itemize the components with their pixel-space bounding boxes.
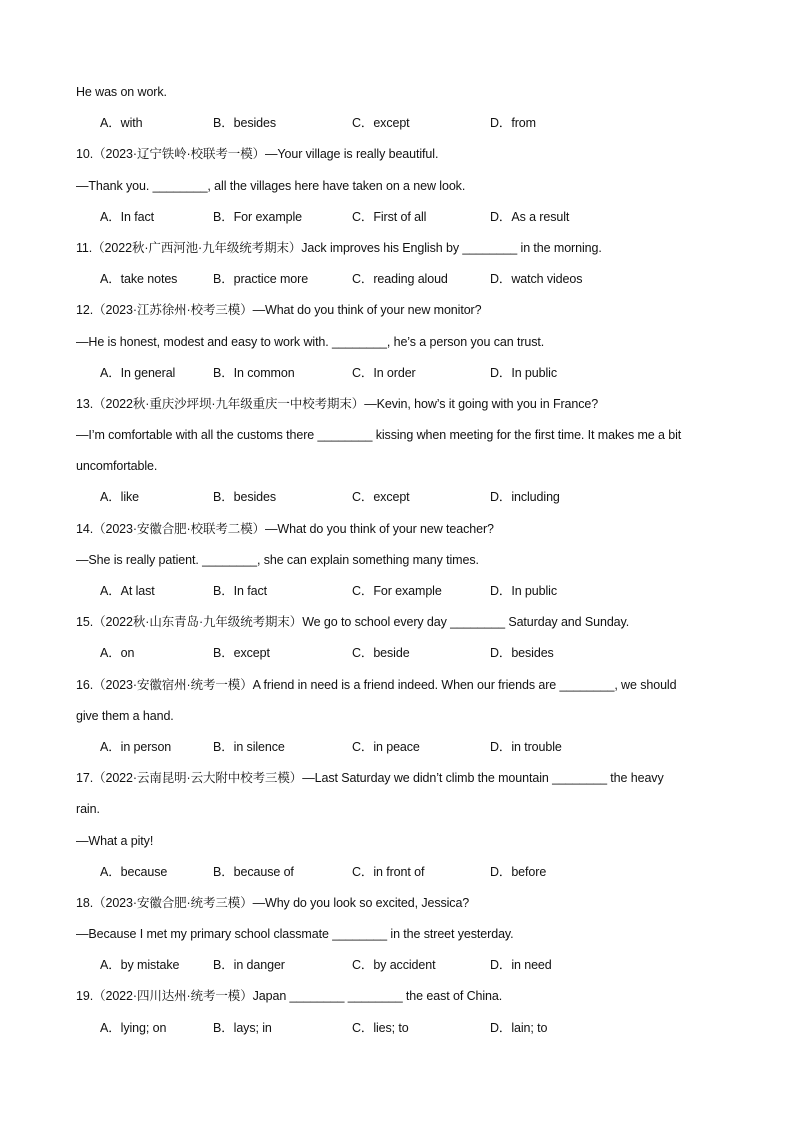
option-b: B．In common: [213, 365, 295, 380]
option-a: A．At last: [100, 584, 155, 598]
question-text: give them a hand.: [76, 708, 174, 723]
option-a: A．with: [100, 116, 143, 131]
question-16: 16.（2023·安徽宿州·统考一模）A friend in need is a friend indeed. When our friends are ________, we should: [76, 677, 677, 692]
option-a: A．like: [100, 490, 139, 505]
question-15: 15.（2022秋·山东青岛·九年级统考期末）We go to school every day ________ Saturday and Sunday.: [76, 615, 630, 630]
question-14: 14.（2023·安徽合肥·校联考二模）—What do you think of your new teacher?: [76, 521, 494, 536]
option-c: C．First of all: [352, 209, 427, 224]
option-c: C．by accident: [352, 958, 436, 973]
answer-options: [76, 269, 736, 300]
answer-options: [76, 487, 736, 518]
option-c: C．For example: [352, 584, 442, 598]
question-11: 11.（2022秋·广西河池·九年级统考期末）Jack improves his English by ________ in the morning.: [76, 240, 602, 255]
answer-options: [76, 207, 736, 238]
option-c: C．In order: [352, 365, 416, 380]
question-17: 17.（2022·云南昆明·云大附中校考三模）—Last Saturday we didn’t climb the mountain ________ the heavy: [76, 771, 664, 786]
question-text: uncomfortable.: [76, 459, 158, 474]
option-c: C．in peace: [352, 739, 420, 754]
option-d: D．In public: [490, 584, 557, 598]
answer-options: [76, 113, 736, 144]
option-d: D．in trouble: [490, 739, 562, 754]
option-d: D．including: [490, 490, 560, 505]
question-text: —He is honest, modest and easy to work with. ________, he’s a person you can trust.: [76, 334, 545, 349]
answer-options: [76, 955, 736, 986]
answer-options: [76, 1018, 736, 1049]
option-c: C．beside: [352, 646, 410, 661]
option-a: A．In fact: [100, 209, 154, 224]
answer-options: [76, 363, 736, 394]
option-b: B．practice more: [213, 272, 309, 287]
option-a: A．by mistake: [100, 958, 180, 973]
answer-options: [76, 862, 736, 893]
option-a: A．take notes: [100, 272, 178, 287]
option-a: A．because: [100, 864, 168, 879]
option-d: D．from: [490, 116, 536, 131]
question-text: He was on work.: [76, 85, 167, 99]
option-c: C．reading aloud: [352, 272, 448, 287]
option-b: B．In fact: [213, 584, 267, 598]
option-d: D．before: [490, 864, 547, 879]
option-d: D．in need: [490, 958, 552, 973]
option-c: C．except: [352, 490, 410, 505]
worksheet: [76, 82, 736, 1049]
question-12: 12.（2023·江苏徐州·校考三模）—What do you think of your new monitor?: [76, 303, 482, 318]
option-b: B．in silence: [213, 739, 285, 754]
question-13: 13.（2022秋·重庆沙坪坝·九年级重庆一中校考期末）—Kevin, how’s it going with you in France?: [76, 396, 599, 411]
question-text: —What a pity!: [76, 833, 154, 848]
option-b: B．except: [213, 646, 270, 661]
option-d: D．In public: [490, 365, 557, 380]
option-b: B．For example: [213, 209, 303, 224]
option-a: A．In general: [100, 365, 176, 380]
option-c: C．lies; to: [352, 1020, 409, 1035]
option-b: B．lays; in: [213, 1020, 272, 1035]
question-text: —Because I met my primary school classmate ________ in the street yesterday.: [76, 927, 514, 942]
option-c: C．in front of: [352, 864, 425, 879]
question-19: 19.（2022·四川达州·统考一模）Japan ________ ________ the east of China.: [76, 989, 503, 1004]
option-d: D．besides: [490, 646, 554, 661]
option-b: B．because of: [213, 864, 294, 879]
option-b: B．in danger: [213, 958, 285, 973]
option-a: A．lying; on: [100, 1020, 167, 1035]
option-d: D．watch videos: [490, 272, 583, 287]
option-d: D．As a result: [490, 209, 570, 224]
answer-options: [76, 581, 736, 612]
question-text: —Thank you. ________, all the villages here have taken on a new look.: [76, 178, 466, 193]
option-d: D．lain; to: [490, 1020, 548, 1035]
question-text: rain.: [76, 802, 100, 817]
question-18: 18.（2023·安徽合肥·统考三模）—Why do you look so excited, Jessica?: [76, 895, 470, 910]
option-c: C．except: [352, 116, 410, 131]
question-text: —I’m comfortable with all the customs there ________ kissing when meeting for the first time. It makes me a bit: [76, 428, 682, 443]
question-10: 10.（2023·辽宁铁岭·校联考一模）—Your village is really beautiful.: [76, 147, 439, 162]
answer-options: [76, 737, 736, 768]
option-a: A．on: [100, 646, 135, 661]
option-b: B．besides: [213, 116, 277, 131]
option-a: A．in person: [100, 739, 172, 754]
option-b: B．besides: [213, 490, 277, 505]
question-text: —She is really patient. ________, she can explain something many times.: [76, 552, 479, 567]
answer-options: [76, 643, 736, 674]
